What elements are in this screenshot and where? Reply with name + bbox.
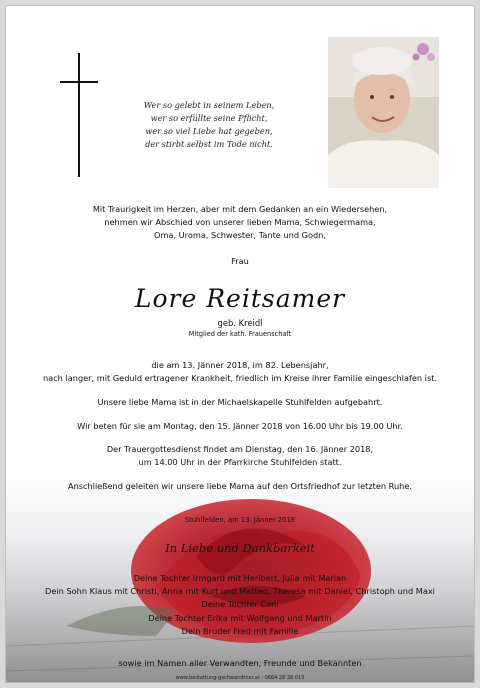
service-line: Der Trauergottesdienst findet am Dienstag, den 16. Jänner 2018,	[106, 444, 374, 454]
service-line: um 14.00 Uhr in der Pfarrkirche Stuhlfelden statt.	[138, 457, 342, 467]
death-notice-line: die am 13. Jänner 2018, im 82. Lebensjahr,	[151, 360, 329, 370]
poem-line: der stirbt selbst im Tode nicht.	[145, 139, 273, 149]
laid-out-text: Unsere liebe Mama ist in der Michaelskapelle Stuhlfelden aufgebahrt.	[97, 397, 383, 407]
poem-line: Wer so gelebt in seinem Leben,	[143, 100, 275, 110]
deceased-name: Lore Reitsamer	[134, 284, 346, 313]
poem-line: wer so viel Liebe hat gegeben,	[145, 126, 273, 136]
mourner: Deine Tochter Irmgard mit Heribert, Julia mit Marian	[133, 573, 347, 583]
poem	[124, 99, 294, 151]
intro-line: Oma, Uroma, Schwester, Tante und Godn,	[154, 230, 326, 240]
death-notice	[6, 359, 474, 385]
portrait-photo	[328, 37, 439, 188]
poem-line: wer so erfüllte seine Pflicht,	[150, 113, 268, 123]
salutation: Frau	[231, 256, 249, 266]
mourner: Dein Sohn Klaus mit Christl, Anna mit Kurt und Matteo, Theresa mit Daniel, Christoph und Maxi	[45, 586, 435, 597]
burial-text: Anschließend geleiten wir unsere liebe Mama auf den Ortsfriedhof zur letzten Ruhe.	[67, 481, 413, 491]
closing-line: In Liebe und Dankbarkeit	[165, 541, 315, 555]
death-notice-line: nach langer, mit Geduld ertragener Krankheit, friedlich im Kreise ihrer Familie eingeschlafen ist.	[42, 373, 438, 383]
obituary-card	[5, 5, 475, 683]
intro-line: Mit Traurigkeit im Herzen, aber mit dem Gedanken an ein Wiedersehen,	[92, 204, 388, 214]
membership: Mitglied der kath. Frauenschaft	[188, 330, 292, 338]
mourners-list	[6, 572, 474, 638]
birth-name: geb. Kreidl	[217, 318, 263, 328]
intro-line: nehmen wir Abschied von unserer lieben Mama, Schwiegermama,	[104, 217, 376, 227]
cross-icon	[60, 53, 98, 177]
prayer-text: Wir beten für sie am Montag, den 15. Jänner 2018 von 16.00 Uhr bis 19.00 Uhr.	[77, 421, 403, 431]
mourner: Deine Tochter Erika mit Wolfgang und Martin	[148, 612, 332, 623]
place-date: Stuhlfelden, am 13. Jänner 2018	[184, 516, 296, 524]
relatives-line: sowie im Namen aller Verwandten, Freunde und Bekannten	[118, 658, 362, 668]
mourner: Dein Bruder Fred mit Familie	[181, 625, 299, 636]
footer-contact: www.bestattung-gschwandtner.at · 0664 28 28 013	[175, 675, 305, 681]
intro-text	[6, 203, 474, 242]
service-text	[6, 443, 474, 469]
mourner: Deine Tochter Coni	[201, 599, 279, 610]
